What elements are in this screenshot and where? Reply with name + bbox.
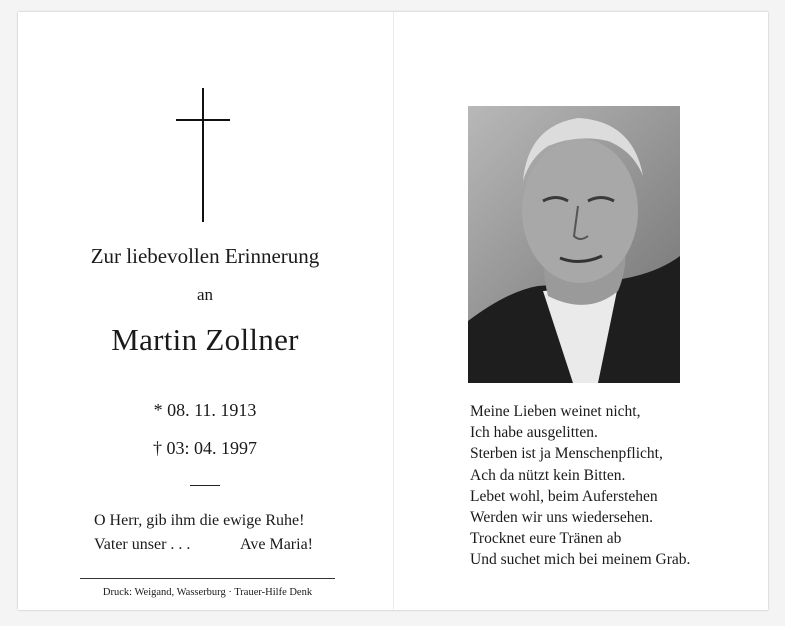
poem-line: Werden wir uns wiedersehen. (470, 509, 653, 527)
an-text: an (196, 285, 214, 304)
deceased-name: Martin Zollner (111, 322, 299, 357)
death-date: † 03: 04. 1997 (152, 438, 257, 458)
prayer-line-2-right: Ave Maria! (240, 536, 313, 553)
prayer-line-2-left: Vater unser . . . (94, 536, 191, 553)
portrait-photo (468, 106, 680, 383)
poem-line: Ich habe ausgelitten. (470, 424, 598, 442)
poem-line: Lebet wohl, beim Auferstehen (470, 487, 658, 505)
poem-line: Sterben ist ja Menschenpflicht, (470, 445, 663, 463)
poem-line: Meine Lieben weinet nicht, (470, 403, 641, 420)
prayer-line-1: O Herr, gib ihm die ewige Ruhe! (94, 512, 305, 529)
birth-date: * 08. 11. 1913 (153, 400, 257, 420)
dedication-text: Zur liebevollen Erinnerung (90, 244, 320, 268)
divider-dash (190, 485, 220, 486)
poem-line: Ach da nützt kein Bitten. (470, 466, 626, 484)
poem (470, 401, 690, 571)
poem-line: Trocknet eure Tränen ab (470, 530, 622, 548)
footer-rule (80, 578, 335, 579)
poem-line: Und suchet mich bei meinem Grab. (470, 551, 691, 569)
printer-credit: Druck: Weigand, Wasserburg · Trauer-Hilfe Denk (102, 587, 313, 598)
card-fold (393, 12, 394, 610)
cross-icon (176, 88, 230, 222)
